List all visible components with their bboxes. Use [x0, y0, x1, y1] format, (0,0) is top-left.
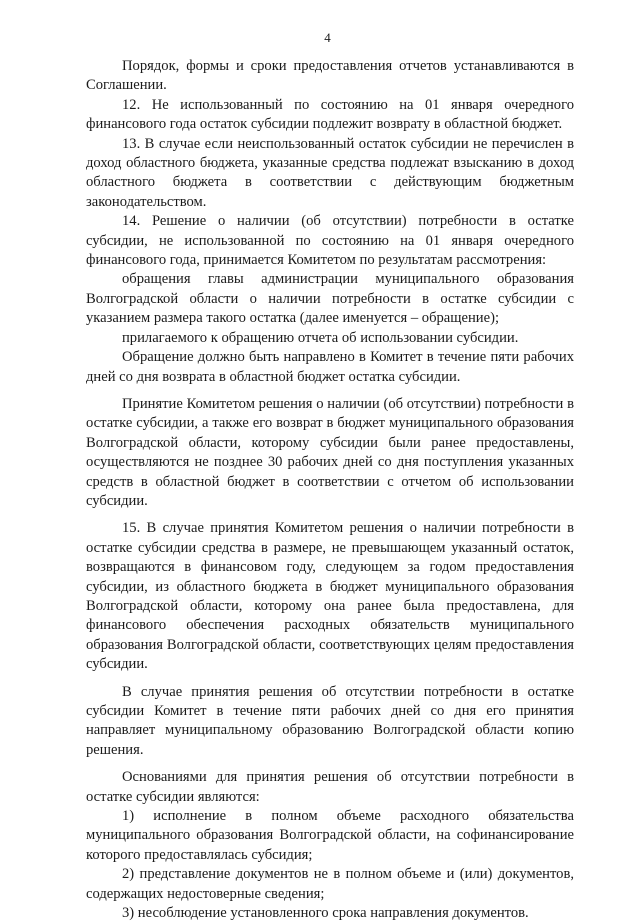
- paragraph: 2) представление документов не в полном объеме и (или) документов, содержащих недостоверные сведения;: [86, 866, 574, 902]
- paragraph: 15. В случае принятия Комитетом решения о наличии потребности в остатке субсидии средства в размере, не превышающем указанный остаток, возвращаются в финансовом году, следующем за годом предоставления субсидии, из областного бюджета в бюджет муниципального образования Волгоградской области, которому она ранее была предоставлена, для финансового обеспечения расходных обязательств муниципального образования Волгоградской области, соответствующих целям предоставления субсидии.: [86, 520, 574, 673]
- document-body: [86, 57, 574, 923]
- paragraph: Основаниями для принятия решения об отсутствии потребности в остатке субсидии являются:: [86, 769, 574, 805]
- paragraph: 12. Не использованный по состоянию на 01 января очередного финансового года остаток субсидии подлежит возврату в областной бюджет.: [86, 96, 574, 133]
- paragraph: обращения главы администрации муниципального образования Волгоградской области о наличии потребности в остатке субсидии с указанием размера такого остатка (далее именуется – обращение);: [86, 271, 574, 327]
- paragraph: Порядок, формы и сроки предоставления отчетов устанавливаются в Соглашении.: [86, 58, 574, 94]
- paragraph: 14. Решение о наличии (об отсутствии) потребности в остатке субсидии, не использованной по состоянию на 01 января очередного финансового года, принимается Комитетом по результатам рассмотрения:: [86, 213, 574, 269]
- paragraph: В случае принятия решения об отсутствии потребности в остатке субсидии Комитет в течение пяти рабочих дней со дня его принятия направляет муниципальному образованию Волгоградской области копию решения.: [86, 683, 574, 758]
- paragraph: Принятие Комитетом решения о наличии (об отсутствии) потребности в остатке субсидии, а также его возврат в бюджет муниципального образования Волгоградской области, которому субсидии были ранее предоставлены, осуществляются не позднее 30 рабочих дней со дня поступления указанных средств в областной бюджет в соответствии с отчетом об использовании субсидии.: [86, 395, 574, 509]
- paragraph: 3) несоблюдение установленного срока направления документов.: [122, 905, 529, 922]
- paragraph: прилагаемого к обращению отчета об использовании субсидии.: [122, 329, 519, 346]
- paragraph: Обращение должно быть направлено в Комитет в течение пяти рабочих дней со дня возврата в областной бюджет остатка субсидии.: [86, 349, 574, 385]
- page-number: 4: [324, 30, 331, 45]
- paragraph: 13. В случае если неиспользованный остаток субсидии не перечислен в доход областного бюджета, указанные средства подлежат взысканию в доход областного бюджета в соответствии с действующим бюджетным законодательством.: [86, 135, 574, 210]
- paragraph: 1) исполнение в полном объеме расходного обязательства муниципального образования Волгоградской области, на софинансирование которого предоставлялась субсидия;: [86, 808, 574, 863]
